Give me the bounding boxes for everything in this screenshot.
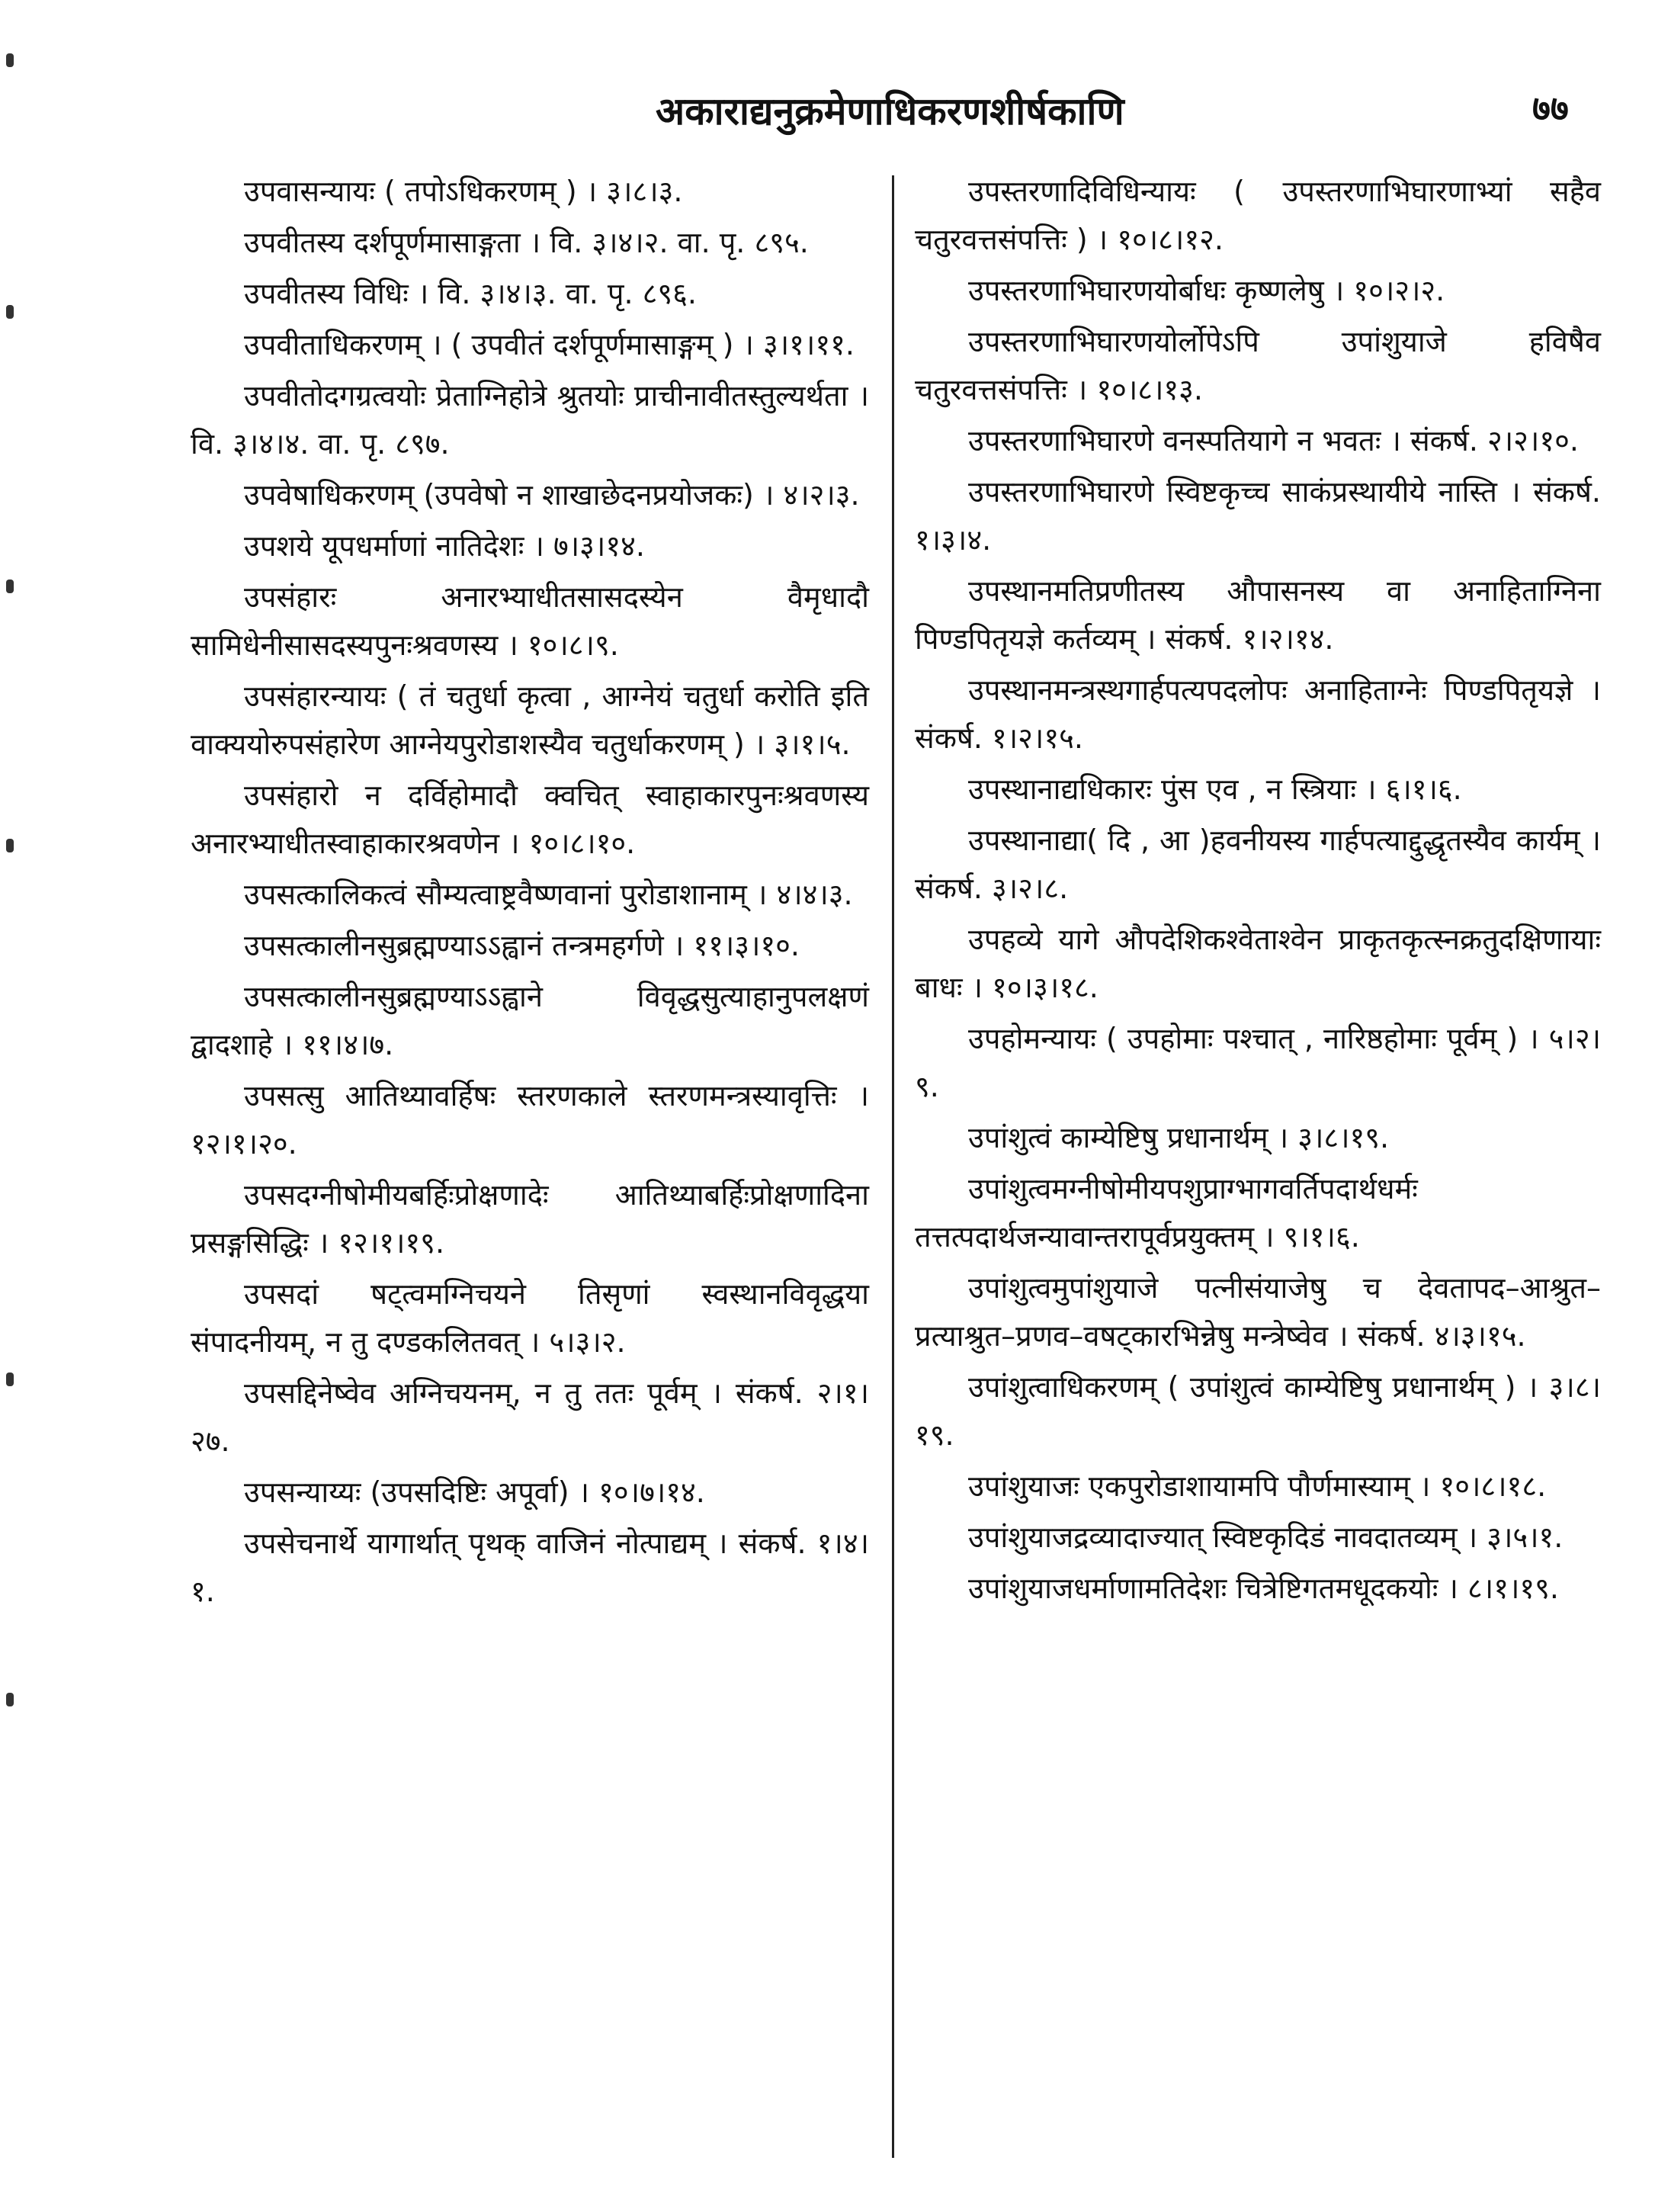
- index-entry: उपवीतस्य दर्शपूर्णमासाङ्गता । वि. ३।४।२. वा. पृ. ८९५.: [244, 226, 809, 259]
- margin-mark: [6, 1372, 14, 1386]
- index-entry: उपस्तरणादिविधिन्यायः ( उपस्तरणाभिघारणाभ्यां सहैव चतुरवत्तसंपत्तिः ) । १०।८।१२.: [915, 175, 1601, 256]
- index-entry: उपांशुयाजद्रव्यादाज्यात् स्विष्टकृदिडं नावदातव्यम् । ३।५।१.: [968, 1520, 1564, 1554]
- index-entry: उपांशुयाजधर्माणामतिदेशः चित्रेष्टिगतमधूदकयोः । ८।१।१९.: [968, 1572, 1559, 1605]
- index-entry: उपहोमन्यायः ( उपहोमाः पश्चात् , नारिष्ठहोमाः पूर्वम् ) । ५।२।९.: [915, 1022, 1601, 1103]
- column-divider: [892, 175, 894, 2158]
- index-entry: उपवासन्यायः ( तपोऽधिकरणम् ) । ३।८।३.: [244, 175, 683, 208]
- index-entry: उपसत्कालीनसुब्रह्मण्याऽऽह्वानं तन्त्रमहर्गणे । ११।३।१०.: [244, 929, 800, 962]
- left-column: [191, 168, 869, 1619]
- margin-mark: [6, 1693, 14, 1706]
- index-entry: उपवेषाधिकरणम् (उपवेषो न शाखाछेदनप्रयोजकः) । ४।२।३.: [244, 478, 860, 512]
- index-entry: उपांशुत्वं काम्येष्टिषु प्रधानार्थम् । ३।८।१९.: [968, 1121, 1390, 1154]
- index-entry: उपवीतोदगग्रत्वयोः प्रेताग्निहोत्रे श्रुतयोः प्राचीनावीतस्तुल्यर्थता । वि. ३।४।४. वा. पृ. ८९७.: [191, 379, 869, 461]
- index-entry: उपवीताधिकरणम् । ( उपवीतं दर्शपूर्णमासाङ्गम् ) । ३।१।११.: [244, 328, 855, 361]
- right-column: [915, 168, 1601, 1616]
- page-number: ७७: [1532, 88, 1569, 129]
- index-entry: उपांशुत्वमग्नीषोमीयपशुप्राग्भागवर्तिपदार्थधर्मः तत्तत्पदार्थजन्यावान्तरापूर्वप्रयुक्तम् । ९।१।६.: [915, 1172, 1418, 1254]
- index-entry: उपसदां षट्त्वमग्निचयने तिसृणां स्वस्थानविवृद्धया संपादनीयम्, न तु दण्डकलितवत् । ५।३।२.: [191, 1277, 869, 1359]
- index-entry: उपसद्दिनेष्वेव अग्निचयनम्, न तु ततः पूर्वम् । संकर्ष. २।१।२७.: [191, 1376, 869, 1458]
- index-entry: उपसंहारन्यायः ( तं चतुर्धा कृत्वा , आग्नेयं चतुर्धा करोति इति वाक्ययोरुपसंहारेण आग्नेयपुरोडाशस्यैव चतुर्धाकरणम् ) । ३।१।५.: [191, 679, 869, 761]
- index-entry: उपस्तरणाभिघारणे स्विष्टकृच्च साकंप्रस्थायीये नास्ति । संकर्ष. १।३।४.: [915, 475, 1601, 557]
- index-entry: उपांशुयाजः एकपुरोडाशायामपि पौर्णमास्याम् । १०।८।१८.: [968, 1469, 1547, 1503]
- index-entry: उपसंहारो न दर्विहोमादौ क्वचित् स्वाहाकारपुनःश्रवणस्य अनारभ्याधीतस्वाहाकारश्रवणेन । १०।८।१०.: [191, 779, 869, 860]
- page-title: अकाराद्यनुक्रमेणाधिकरणशीर्षकाणि: [656, 89, 1124, 133]
- index-entry: उपसंहारः अनारभ्याधीतसासदस्येन वैमृधादौ सामिधेनीसासदस्यपुनःश्रवणस्य । १०।८।९.: [191, 580, 869, 662]
- index-entry: उपसदग्नीषोमीयबर्हिःप्रोक्षणादेः आतिथ्याबर्हिःप्रोक्षणादिना प्रसङ्गसिद्धिः । १२।१।१९.: [191, 1178, 869, 1260]
- index-entry: उपसन्याय्यः (उपसदिष्टिः अपूर्वा) । १०।७।१४.: [244, 1475, 705, 1509]
- index-entry: उपसत्कालीनसुब्रह्मण्याऽऽह्वाने विवृद्धसुत्याहानुपलक्षणं द्वादशाहे । ११।४।७.: [191, 980, 869, 1061]
- index-entry: उपशये यूपधर्माणां नातिदेशः । ७।३।१४.: [244, 529, 645, 563]
- index-entry: उपवीतस्य विधिः । वि. ३।४।३. वा. पृ. ८९६.: [244, 277, 697, 310]
- index-entry: उपस्तरणाभिघारणे वनस्पतियागे न भवतः । संकर्ष. २।२।१०.: [968, 424, 1579, 457]
- index-entry: उपांशुत्वाधिकरणम् ( उपांशुत्वं काम्येष्टिषु प्रधानार्थम् ) । ३।८।१९.: [915, 1370, 1601, 1452]
- index-entry: उपस्थानाद्या( दि , आ )हवनीयस्य गार्हपत्याद्दुद्धृतस्यैव कार्यम् । संकर्ष. ३।२।८.: [915, 823, 1601, 905]
- index-entry: उपस्थानाद्यधिकारः पुंस एव , न स्त्रियाः । ६।१।६.: [968, 772, 1462, 806]
- margin-mark: [6, 579, 14, 593]
- page-header: [0, 76, 1671, 137]
- margin-mark: [6, 839, 14, 852]
- index-entry: उपांशुत्वमुपांशुयाजे पत्नीसंयाजेषु च देवतापद–आश्रुत–प्रत्याश्रुत–प्रणव–वषट्कारभिन्नेषु मन्त्रेष्वेव । संकर्ष. ४।३।१५.: [915, 1271, 1601, 1353]
- index-entry: उपस्थानमन्त्रस्थगार्हपत्यपदलोपः अनाहिताग्नेः पिण्डपितृयज्ञे । संकर्ष. १।२।१५.: [915, 673, 1601, 755]
- index-entry: उपस्थानमतिप्रणीतस्य औपासनस्य वा अनाहिताग्निना पिण्डपितृयज्ञे कर्तव्यम् । संकर्ष. १।२।१४.: [915, 574, 1601, 656]
- index-entry: उपस्तरणाभिघारणयोर्बाधः कृष्णलेषु । १०।२।२.: [968, 274, 1445, 307]
- margin-mark: [6, 305, 14, 319]
- index-entry: उपस्तरणाभिघारणयोर्लोपेऽपि उपांशुयाजे हविषैव चतुरवत्तसंपत्तिः । १०।८।१३.: [915, 325, 1601, 406]
- index-entry: उपहव्ये यागे औपदेशिकश्वेताश्वेन प्राकृतकृत्स्नक्रतुदक्षिणायाः बाधः । १०।३।१८.: [915, 923, 1601, 1004]
- index-entry: उपसत्कालिकत्वं सौम्यत्वाष्ट्रवैष्णवानां पुरोडाशानाम् । ४।४।३.: [244, 878, 853, 911]
- index-entry: उपसत्सु आतिथ्यावर्हिषः स्तरणकाले स्तरणमन्त्रस्यावृत्तिः । १२।१।२०.: [191, 1079, 869, 1161]
- index-entry: उपसेचनार्थे यागार्थात् पृथक् वाजिनं नोत्पाद्यम् । संकर्ष. १।४।१.: [191, 1527, 869, 1608]
- margin-mark: [6, 53, 14, 67]
